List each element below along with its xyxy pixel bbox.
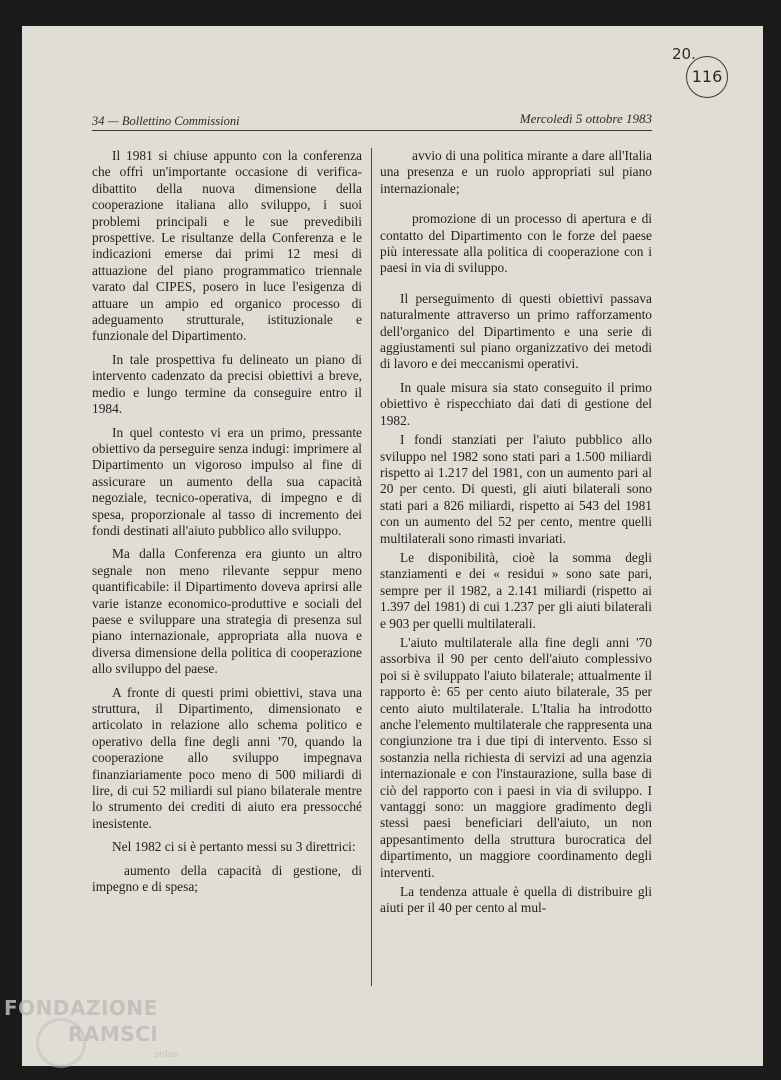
paragraph: Le disponibilità, cioè la somma degli stanziamenti e dei « residui » sono sate pari, sempre per il 1982, a 2.141 miliardi (rispetto ai 1.397 del 1981) di cui 1.237 per gli aiuti bilaterali e 903 per quelli multilaterali. (380, 549, 652, 631)
header-rule (92, 130, 652, 131)
paragraph: La tendenza attuale è quella di distribuire gli aiuti per il 40 per cento al mul- (380, 884, 652, 916)
paragraph: In tale prospettiva fu delineato un piano di intervento cadenzato da precisi obiettivi a breve, medio e lungo termine da conseguire entro il 1984. (92, 351, 362, 417)
paragraph: In quel contesto vi era un primo, pressante obiettivo da perseguire senza indugi: imprimere al Dipartimento un vigoroso impulso al fine di assicurare un aumento della sua capacità negoziale, tecnico-operativa, di impegno e di spesa, proporzionale al tasso di incremento dei fondi destinati all'aiuto pubblico allo sviluppo. (92, 424, 362, 538)
column-divider (371, 148, 372, 986)
paragraph: In quale misura sia stato conseguito il primo obiettivo è rispecchiato dai dati di gestione del 1982. (380, 379, 652, 428)
paragraph: I fondi stanziati per l'aiuto pubblico allo sviluppo nel 1982 sono stati pari a 1.500 miliardi rispetto ai 1.217 del 1981, con un aumento pari al 20 per cento. Di questi, gli aiuti bilaterali sono stati pari a 826 miliardi, rispetto ai 543 del 1981 con un aumento del 52 per cento, mentre quelli multilaterali sono rimasti invariati. (380, 432, 652, 546)
list-item: aumento della capacità di gestione, di impegno e di spesa; (92, 862, 362, 895)
left-column (92, 148, 362, 902)
header-publication: 34 — Bollettino Commissioni (92, 114, 240, 128)
watermark-line2: RAMSCI (68, 1022, 159, 1046)
header-date: Mercoledì 5 ottobre 1983 (519, 111, 652, 126)
watermark-line3: onlus (154, 1050, 179, 1060)
watermark-line1: FONDAZIONE (4, 996, 158, 1020)
paragraph: Il 1981 si chiuse appunto con la conferenza che offrì un'importante occasione di verifica-dibattito della nuova dimensione della cooperazione italiana allo sviluppo, i suoi problemi principali e le sue prevedibili prospettive. Le risultanze della Conferenza e le indicazioni emerse dai primi 12 mesi di attuazione del piano programmatico triennale varato dal CIPES, posero in luce l'esigenza di attuare un ampio ed organico processo di adeguamento strutturale, istituzionale e funzionale del Dipartimento. (92, 148, 362, 344)
handwritten-page-number: 20. (672, 45, 696, 63)
list-item: promozione di un processo di apertura e di contatto del Dipartimento con le forze del paese più interessate alla politica di cooperazione con i paesi in via di sviluppo. (380, 211, 652, 276)
paragraph: Nel 1982 ci si è pertanto messi su 3 direttrici: (112, 839, 356, 855)
paragraph: Il perseguimento di questi obiettivi passava naturalmente attraverso un primo rafforzamento dell'organico del Dipartimento e una serie di aggiustamenti sul piano organizzativo dei metodi di lavoro e dei meccanismi operativi. (380, 290, 652, 372)
paragraph: Ma dalla Conferenza era giunto un altro segnale non meno rilevante seppur meno quantificabile: il Dipartimento doveva aprirsi alle varie istanze economico-produttive e sociali del paese e sviluppare una strategia di presenza sul piano internazionale, appropriata alla nuova e diversa dimensione della politica di cooperazione allo sviluppo del paese. (92, 546, 362, 677)
paragraph: L'aiuto multilaterale alla fine degli anni '70 assorbiva il 90 per cento dell'aiuto complessivo poi si è sviluppato l'aiuto bilaterale; attualmente il rapporto è: 65 per cento aiuto bilaterale, 35 per cento aiuto multilaterale. L'Italia ha introdotto anche l'elemento multilaterale che rappresenta una congiunzione tra i due tipi di intervento. Esso si sostanzia nella richiesta di servizi ad una agenzia internazionale e con l'instaurazione, sulla base di ciò del rapporto con i paesi in via di sviluppo. I vantaggi sono: un maggiore gradimento degli stessi paesi beneficiari dell'aiuto, un non appesantimento della struttura burocratica del dipartimento, un maggiore coordinamento degli interventi. (380, 634, 652, 880)
paragraph: A fronte di questi primi obiettivi, stava una struttura, il Dipartimento, dimensionato e articolato in relazione allo schema politico e operativo della fine degli anni '70, quando la cooperazione allo sviluppo impegnava finanziariamente poco meno di 500 miliardi di lire, di cui 52 miliardi sul piano bilaterale mentre lo strumento dei crediti di aiuto era pressocché inesistente. (92, 684, 362, 831)
fondazione-gramsci-watermark (4, 996, 204, 1076)
circled-archive-number: 116 (686, 56, 728, 98)
list-item: avvio di una politica mirante a dare all'Italia una presenza e un ruolo appropriati sul piano internazionale; (380, 148, 652, 196)
right-column (380, 148, 652, 920)
